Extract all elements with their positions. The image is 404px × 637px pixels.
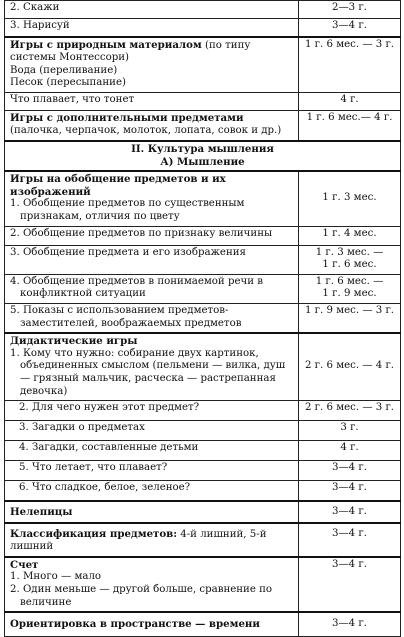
row-title: Дидактические игры (10, 335, 138, 348)
row-age (299, 245, 401, 274)
document-page (4, 0, 400, 637)
row-age: 1 г. 6 мес.— 4 г. (299, 110, 401, 141)
row-age-from: 1 г. 3 мес. — (315, 246, 384, 258)
row-age: 3—4 г. (299, 501, 401, 523)
row-activity: 2. Скажи (5, 1, 299, 19)
row-item: 1. Кому что нужно: собирание двух картинок, объединенных смыслом (пельмени — вилка, душ — грязный мальчик, расческа — растрепанная девочка) (10, 347, 286, 397)
row-age: 3—4 г. (299, 461, 401, 481)
row-age: 4 г. (299, 441, 401, 461)
row-age: 1 г. 4 мес. (299, 226, 401, 245)
table-row (5, 1, 401, 19)
row-activity (5, 274, 299, 303)
table-row (5, 92, 401, 110)
row-title: Игры с природным материалом (10, 38, 202, 51)
row-item: 1. Обобщение предметов по существенным признакам, отличия по цвету (10, 198, 245, 223)
row-title: Игры на обобщение предметов и их изображений (10, 173, 226, 198)
row-activity (5, 304, 299, 334)
row-activity (5, 110, 299, 141)
row-age-from: 1 г. 6 мес. — (315, 275, 384, 287)
row-activity: 4. Загадки, составленные детьми (5, 441, 299, 461)
row-title: Счет (10, 558, 39, 571)
table-row (5, 110, 401, 141)
table-row (5, 523, 401, 557)
row-line: Песок (пересыпание) (10, 77, 126, 89)
table-row (5, 274, 401, 303)
row-age: 3—4 г. (299, 19, 401, 37)
row-item: 1. Много — мало (10, 571, 102, 583)
row-age: 2 г. 6 мес. — 3 г. (299, 401, 401, 421)
row-activity: Что плавает, что тонет (5, 92, 299, 110)
row-title: Нелепицы (5, 501, 299, 523)
table-row (5, 37, 401, 93)
table-row (5, 441, 401, 461)
table-row (5, 421, 401, 441)
section-subtitle: А) Мышление (160, 155, 245, 168)
row-activity: 3. Нарисуй (5, 19, 299, 37)
row-title: Игры с дополнительными предметами (10, 111, 244, 124)
row-item: 4. Обобщение предметов в понимаемой речи в конфликтной ситуации (10, 275, 264, 300)
row-title-note: (палочка, черпачок, молоток, лопата, совок и др.) (10, 125, 282, 137)
row-age: 3 г. (299, 421, 401, 441)
row-age: 2 г. 6 мес. — 4 г. (299, 333, 401, 400)
table-row (5, 304, 401, 334)
row-activity: 5. Что летает, что плавает? (5, 461, 299, 481)
row-title-note: 4-й лишний, 5-й лишний (10, 528, 267, 553)
table-row (5, 401, 401, 421)
row-activity (5, 557, 299, 612)
row-title-note: (по типу системы Монтессори) (10, 39, 251, 64)
row-line: Вода (переливание) (10, 64, 118, 76)
row-title: Классификация предметов: (10, 527, 177, 540)
row-activity: 2. Обобщение предметов по признаку величины (5, 226, 299, 245)
row-age: 4 г. (299, 92, 401, 110)
table-row (5, 245, 401, 274)
row-age: 3—4 г. (299, 557, 401, 612)
row-age-to: 1 г. 6 мес. (322, 259, 377, 271)
row-age (299, 274, 401, 303)
row-activity: 3. Обобщение предмета и его изображения (5, 245, 299, 274)
section-header-row (5, 141, 401, 171)
table-row (5, 481, 401, 501)
table-row (5, 333, 401, 400)
row-age: 1 г. 9 мес. — 3 г. (299, 304, 401, 334)
row-activity: 2. Для чего нужен этот предмет? (5, 401, 299, 421)
row-activity: 3. Загадки о предметах (5, 421, 299, 441)
program-table (4, 0, 401, 637)
section-header (5, 141, 401, 171)
row-activity: 6. Что сладкое, белое, зеленое? (5, 481, 299, 501)
row-age: 3—4 г. (299, 523, 401, 557)
row-activity (5, 171, 299, 226)
row-age: 3—4 г. (299, 481, 401, 501)
row-age: 1 г. 3 мес. (299, 171, 401, 226)
table-row (5, 19, 401, 37)
row-activity (5, 37, 299, 93)
row-activity (5, 523, 299, 557)
table-row (5, 226, 401, 245)
row-age: 3—4 г. (299, 612, 401, 636)
row-activity (5, 333, 299, 400)
row-age: 1 г. 6 мес. — 3 г. (299, 37, 401, 93)
table-row (5, 557, 401, 612)
table-row (5, 612, 401, 636)
table-row (5, 461, 401, 481)
row-age: 2—3 г. (299, 1, 401, 19)
section-title: II. Культура мышления (131, 143, 274, 156)
table-row (5, 501, 401, 523)
row-item: 2. Один меньше — другой больше, сравнение по величине (10, 584, 273, 608)
row-title: Ориентировка в пространстве — времени (5, 612, 299, 636)
row-age-to: 1 г. 9 мес. (322, 288, 377, 300)
row-item: 5. Показы с использованием предметов-заместителей, воображаемых предметов (10, 305, 242, 329)
table-row (5, 171, 401, 226)
